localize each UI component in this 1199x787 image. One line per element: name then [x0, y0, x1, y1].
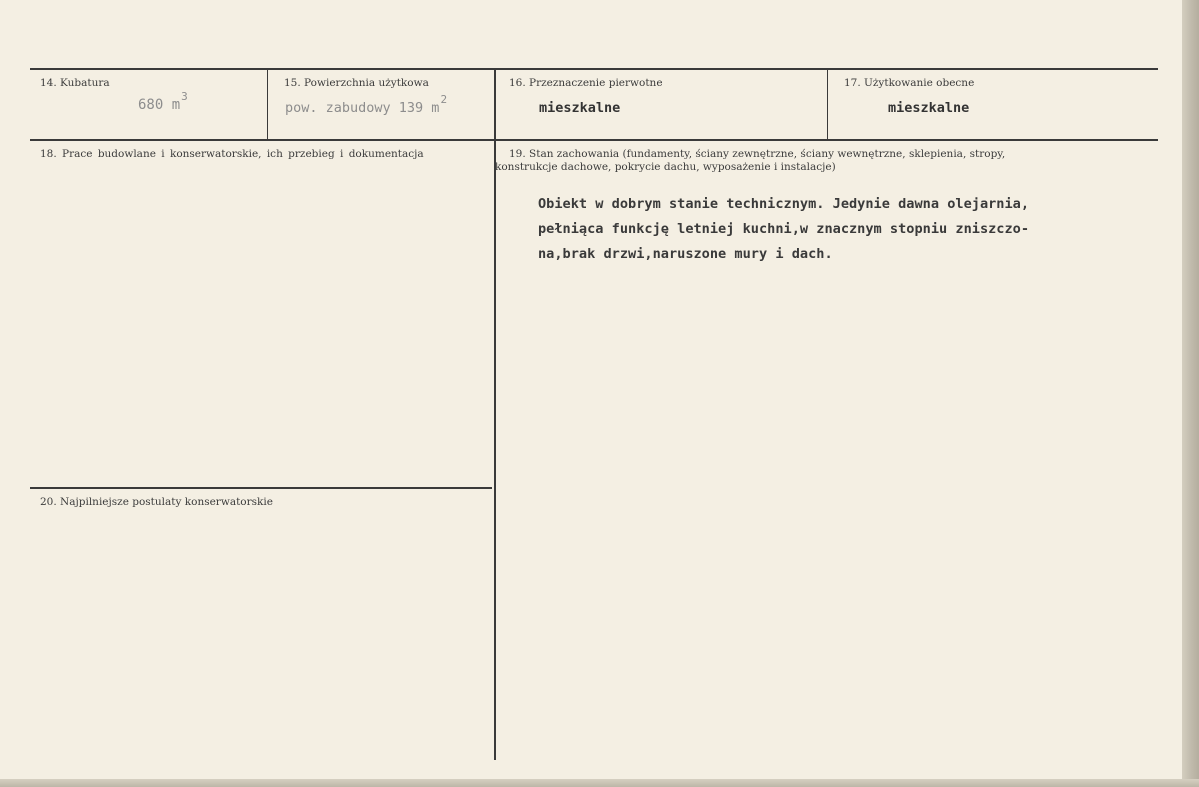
field-16-value: mieszkalne: [539, 100, 621, 116]
field-20-label: 20. Najpilniejsze postulaty konserwatorskie: [40, 496, 273, 508]
field-16-label: 16. Przeznaczenie pierwotne: [509, 77, 663, 89]
field-14-unit-sup: 3: [181, 90, 188, 103]
divider-14-15: [267, 70, 268, 139]
field-14-label: 14. Kubatura: [40, 77, 110, 89]
field-17-label: 17. Użytkowanie obecne: [844, 77, 975, 89]
field-15-label: 15. Powierzchnia użytkowa: [284, 77, 429, 89]
field-17-value: mieszkalne: [888, 100, 970, 116]
field-15-value: [285, 93, 448, 116]
field-19-label-line1: 19. Stan zachowania (fundamenty, ściany zewnętrzne, ściany wewnętrzne, sklepienia, stropy,: [509, 148, 1006, 160]
field-19-label-line2: konstrukcje dachowe, pokrycie dachu, wyposażenie i instalacje): [495, 161, 836, 173]
left-column-rule: [30, 487, 492, 489]
field-19-text-line-3: na,brak drzwi,naruszone mury i dach.: [538, 246, 833, 262]
field-18-label: 18. Prace budowlane i konserwatorskie, ich przebieg i dokumentacja: [40, 148, 424, 160]
top-rule: [30, 68, 1158, 70]
card-edge-right: [1182, 0, 1199, 787]
field-19-description: [538, 192, 1158, 267]
field-14-value-text: 680 m: [138, 97, 181, 113]
divider-16-17: [827, 70, 828, 139]
card-edge-bottom: [0, 779, 1199, 787]
middle-rule: [30, 139, 1158, 141]
field-14-value: [138, 90, 188, 113]
field-19-text-line-1: Obiekt w dobrym stanie technicznym. Jedynie dawna olejarnia,: [538, 196, 1030, 212]
field-19-text-line-2: pełniąca funkcję letniej kuchni,w znacznym stopniu zniszczo-: [538, 221, 1030, 237]
field-15-unit-sup: 2: [440, 93, 448, 106]
field-15-value-text: pow. zabudowy 139 m: [285, 100, 440, 116]
